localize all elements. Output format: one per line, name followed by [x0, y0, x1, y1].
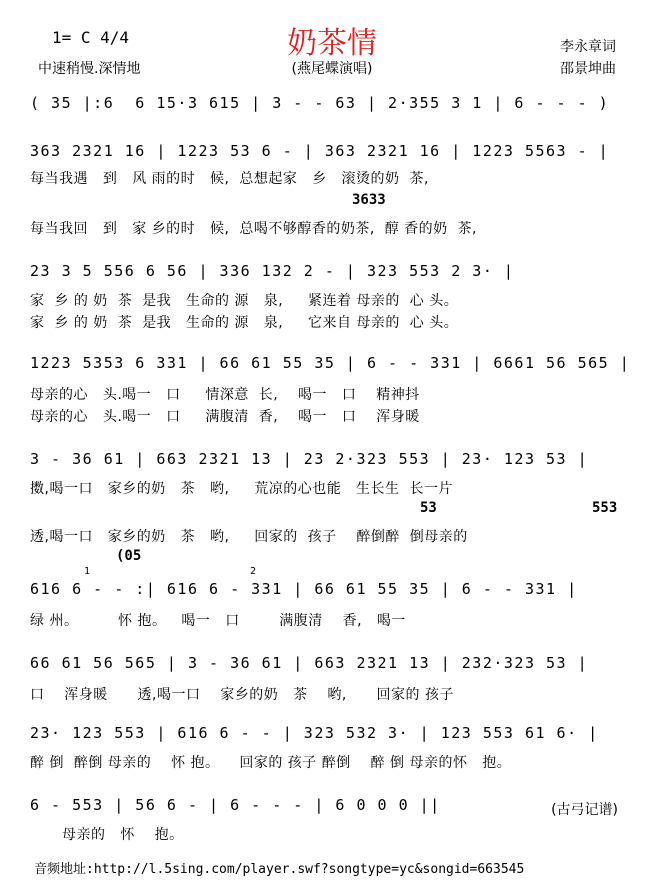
transcriber-credit: (古弓记谱) — [551, 802, 618, 818]
lyricist-credit: 李永章词 — [560, 39, 616, 55]
lyric-line: 母亲的心 头.喝一 口 情深意 长, 喝一 口 精神抖 — [30, 387, 420, 403]
song-title: 奶茶情 — [287, 26, 377, 61]
score-row: 6 - 553 | 56 6 - | 6 - - - | 6 0 0 0 || — [30, 796, 441, 814]
lyric-line: 家 乡 的 奶 茶 是我 生命的 源 泉, 紧连着 母亲的 心 头。 — [30, 293, 459, 309]
score-row: 363 2321 16 | 1223 53 6 - | 363 2321 16 | 1223 5563 - | — [30, 142, 610, 160]
lyric-line: 家 乡 的 奶 茶 是我 生命的 源 泉, 它来自 母亲的 心 头。 — [30, 315, 459, 331]
volta-pickup: (05 — [116, 548, 142, 564]
lyric-line: 口 浑身暖 透,喝一口 家乡的奶 茶 哟, 回家的 孩子 — [30, 687, 455, 703]
lyric-line: 醉 倒 醉倒 母亲的 怀 抱。 回家的 孩子 醉倒 醉 倒 母亲的怀 抱。 — [30, 755, 512, 771]
score-row: 23· 123 553 | 616 6 - - | 323 532 3· | 123 553 61 6· | — [30, 724, 599, 742]
score-row: ( 35 |:6 6 15·3 615 | 3 - - 63 | 2·355 3 1 | 6 - - - ) — [30, 94, 610, 112]
lyric-line: 擞,喝一口 家乡的奶 茶 哟, 荒凉的心也能 生长生 长一片 — [30, 481, 453, 497]
score-row: 3 - 36 61 | 663 2321 13 | 23 2·323 553 | 23· 123 53 | — [30, 450, 589, 468]
lyric-line: 每当我遇 到 风 雨的时 候, 总想起家 乡 滚烫的奶 茶, — [30, 171, 429, 187]
score-row: 616 6 - - :| 616 6 - 331 | 66 61 55 35 | 6 - - 331 | — [30, 580, 578, 598]
key-signature: 1= C 4/4 — [52, 28, 130, 47]
lyric-line: 透,喝一口 家乡的奶 茶 哟, 回家的 孩子 醉倒醉 倒母亲的 — [30, 529, 468, 545]
singer-credit: (燕尾蝶演唱) — [291, 61, 373, 77]
score-row: 23 3 5 556 6 56 | 336 132 2 - | 323 553 2 3· | — [30, 262, 515, 280]
score-row: 1223 5353 6 331 | 66 61 55 35 | 6 - - 331 | 6661 56 565 | — [30, 354, 631, 372]
lyric-line: 母亲的心 头.喝一 口 满腹清 香, 喝一 口 浑身暖 — [30, 409, 420, 425]
lyric-line: 每当我回 到 家 乡的时 候, 总喝不够醇香的奶茶, 醇 香的奶 茶, — [30, 221, 478, 237]
alternate-notes: 3633 — [352, 192, 386, 208]
lyric-line: 母亲的 怀 抱。 — [62, 827, 184, 843]
score-row: 66 61 56 565 | 3 - 36 61 | 663 2321 13 | 232·323 53 | — [30, 654, 589, 672]
composer-credit: 邵景坤曲 — [560, 61, 616, 77]
tempo-marking: 中速稍慢.深情地 — [38, 61, 141, 77]
alternate-notes: 553 — [592, 500, 618, 516]
alternate-notes: 53 — [420, 500, 437, 516]
volta-first-ending: 1 — [84, 566, 91, 577]
volta-second-ending: 2 — [250, 566, 257, 577]
lyric-line: 绿 州。 怀 抱。 喝一 口 满腹清 香, 喝一 — [30, 613, 406, 629]
audio-url[interactable]: 音频地址:http://l.5sing.com/player.swf?songtype=yc&songid=663545 — [34, 862, 525, 877]
